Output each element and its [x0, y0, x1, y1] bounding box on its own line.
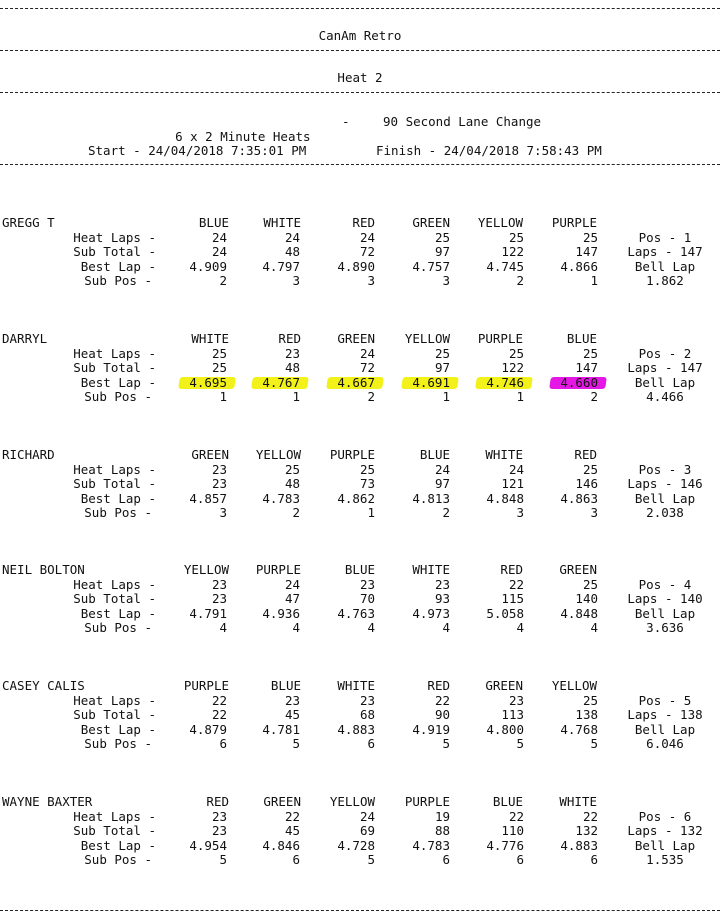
- best-lap-value: 4.660: [560, 374, 598, 390]
- sub-pos-value: 5: [292, 736, 300, 752]
- row-label: Heat Laps -: [73, 808, 156, 824]
- heat-laps-value: 25: [582, 461, 598, 477]
- lane-header: RED: [574, 447, 597, 462]
- sub-total-value: 48: [284, 360, 300, 376]
- lane-header: RED: [352, 215, 375, 230]
- best-lap-value: 4.781: [262, 721, 300, 737]
- row-label: Sub Total -: [73, 476, 156, 492]
- sub-pos-value: 1: [516, 389, 524, 405]
- best-lap-value: 4.883: [560, 837, 598, 853]
- sub-total-value: 24: [211, 244, 227, 260]
- heat-laps-value: 25: [582, 229, 598, 245]
- lane-header: PURPLE: [404, 794, 450, 809]
- heat-laps-value: 25: [434, 345, 450, 361]
- row-label: Heat Laps -: [73, 229, 156, 245]
- heat-laps-value: 23: [211, 808, 227, 824]
- sub-total-value: 97: [434, 244, 450, 260]
- sub-pos-value: 4: [442, 620, 450, 636]
- sub-total-value: 45: [284, 707, 300, 723]
- lane-header: BLUE: [344, 562, 375, 577]
- lane-header: BLUE: [198, 215, 229, 230]
- heat-laps-value: 25: [284, 461, 300, 477]
- sub-pos-value: 4: [219, 620, 227, 636]
- sub-pos-value: 1: [219, 389, 227, 405]
- row-label: Sub Total -: [73, 823, 156, 839]
- heat-laps-value: 23: [284, 345, 300, 361]
- best-lap-value: 4.879: [189, 721, 227, 737]
- lane-header: YELLOW: [551, 678, 597, 693]
- lane-header: RED: [427, 678, 450, 693]
- final-position: Pos - 3: [638, 461, 692, 477]
- sub-pos-value: 2: [590, 389, 598, 405]
- heat-laps-value: 25: [508, 229, 524, 245]
- heat-laps-value: 25: [582, 345, 598, 361]
- lane-header: YELLOW: [477, 215, 523, 230]
- sub-pos-value: 4: [292, 620, 300, 636]
- best-lap-value: 4.866: [560, 258, 598, 274]
- sub-pos-value: 2: [219, 273, 227, 289]
- sub-total-value: 97: [434, 360, 450, 376]
- bell-lap-label: Bell Lap: [634, 837, 696, 853]
- heat-count: 6 x 2 Minute Heats: [175, 129, 311, 144]
- lane-header: RED: [278, 331, 301, 346]
- heat-laps-value: 23: [359, 576, 375, 592]
- finish-time: Finish - 24/04/2018 7:58:43 PM: [376, 143, 602, 158]
- lane-header: BLUE: [419, 447, 450, 462]
- lane-header: GREEN: [337, 331, 375, 346]
- best-lap-value: 4.767: [262, 374, 300, 390]
- bell-lap-label: Bell Lap: [634, 258, 696, 274]
- sub-pos-value: 5: [516, 736, 524, 752]
- sub-total-value: 23: [211, 823, 227, 839]
- sub-pos-value: 2: [516, 273, 524, 289]
- sub-total-value: 45: [284, 823, 300, 839]
- sub-total-value: 90: [434, 707, 450, 723]
- heat-laps-value: 24: [508, 461, 524, 477]
- sub-pos-value: 2: [292, 505, 300, 521]
- heat-laps-value: 24: [284, 576, 300, 592]
- sub-pos-value: 5: [442, 736, 450, 752]
- sub-pos-value: 5: [367, 852, 375, 868]
- row-label: Sub Pos -: [84, 273, 152, 289]
- heat-laps-value: 23: [434, 576, 450, 592]
- divider: [0, 8, 720, 9]
- lane-header: BLUE: [492, 794, 523, 809]
- lane-header: GREEN: [263, 794, 301, 809]
- sub-pos-value: 3: [292, 273, 300, 289]
- heat-laps-value: 25: [508, 345, 524, 361]
- row-label: Best Lap -: [80, 721, 156, 737]
- sub-total-value: 115: [501, 591, 524, 607]
- sub-pos-value: 6: [367, 736, 375, 752]
- row-label: Sub Total -: [73, 591, 156, 607]
- heat-laps-value: 19: [434, 808, 450, 824]
- row-label: Sub Pos -: [84, 852, 152, 868]
- lane-header: RED: [206, 794, 229, 809]
- sub-pos-value: 1: [590, 273, 598, 289]
- row-label: Best Lap -: [80, 374, 156, 390]
- lane-header: PURPLE: [255, 562, 301, 577]
- best-lap-value: 4.783: [412, 837, 450, 853]
- best-lap-value: 4.848: [486, 490, 524, 506]
- sub-pos-value: 4: [590, 620, 598, 636]
- best-lap-value: 4.973: [412, 605, 450, 621]
- best-lap-value: 4.695: [189, 374, 227, 390]
- heat-laps-value: 23: [359, 692, 375, 708]
- start-time: Start - 24/04/2018 7:35:01 PM: [88, 143, 307, 158]
- lane-header: PURPLE: [477, 331, 523, 346]
- heat-laps-value: 22: [508, 808, 524, 824]
- row-label: Sub Pos -: [84, 505, 152, 521]
- driver-name: NEIL BOLTON: [2, 562, 85, 577]
- lane-header: YELLOW: [404, 331, 450, 346]
- heat-laps-value: 25: [582, 692, 598, 708]
- sub-total-value: 147: [575, 360, 598, 376]
- lane-header: GREEN: [559, 562, 597, 577]
- sub-total-value: 72: [359, 360, 375, 376]
- sub-total-value: 110: [501, 823, 524, 839]
- best-lap-value: 4.919: [412, 721, 450, 737]
- row-label: Sub Pos -: [84, 389, 152, 405]
- lane-header: WHITE: [191, 331, 229, 346]
- best-lap-value: 4.936: [262, 605, 300, 621]
- sub-total-value: 70: [359, 591, 375, 607]
- sub-pos-value: 2: [367, 389, 375, 405]
- lane-header: BLUE: [566, 331, 597, 346]
- best-lap-value: 4.776: [486, 837, 524, 853]
- sub-pos-value: 1: [367, 505, 375, 521]
- heat-laps-value: 25: [211, 345, 227, 361]
- row-label: Heat Laps -: [73, 461, 156, 477]
- sub-pos-value: 5: [219, 852, 227, 868]
- best-lap-value: 4.909: [189, 258, 227, 274]
- best-lap-value: 4.954: [189, 837, 227, 853]
- row-label: Best Lap -: [80, 490, 156, 506]
- heat-laps-value: 22: [434, 692, 450, 708]
- final-position: Pos - 5: [638, 692, 692, 708]
- best-lap-value: 4.862: [337, 490, 375, 506]
- sub-total-value: 147: [575, 244, 598, 260]
- driver-name: GREGG T: [2, 215, 55, 230]
- bell-lap-time: 2.038: [646, 505, 684, 521]
- sub-total-value: 48: [284, 244, 300, 260]
- divider: [0, 164, 720, 165]
- row-label: Sub Pos -: [84, 736, 152, 752]
- total-laps: Laps - 138: [627, 707, 703, 723]
- best-lap-value: 4.857: [189, 490, 227, 506]
- sub-total-value: 47: [284, 591, 300, 607]
- lane-header: PURPLE: [551, 215, 597, 230]
- sub-total-value: 97: [434, 476, 450, 492]
- final-position: Pos - 2: [638, 345, 692, 361]
- row-label: Sub Total -: [73, 360, 156, 376]
- best-lap-value: 4.797: [262, 258, 300, 274]
- sub-total-value: 22: [211, 707, 227, 723]
- driver-name: DARRYL: [2, 331, 48, 346]
- best-lap-value: 5.058: [486, 605, 524, 621]
- lane-header: YELLOW: [255, 447, 301, 462]
- driver-name: RICHARD: [2, 447, 55, 462]
- heat-format: [160, 114, 311, 144]
- heat-laps-value: 22: [284, 808, 300, 824]
- sub-pos-value: 4: [367, 620, 375, 636]
- lane-header: PURPLE: [183, 678, 229, 693]
- sub-pos-value: 4: [516, 620, 524, 636]
- heat-laps-value: 24: [359, 345, 375, 361]
- lane-header: WHITE: [337, 678, 375, 693]
- heat-laps-value: 24: [359, 808, 375, 824]
- lane-header: PURPLE: [329, 447, 375, 462]
- event-title: CanAm Retro: [318, 28, 402, 43]
- bell-lap-time: 3.636: [646, 620, 684, 636]
- best-lap-value: 4.791: [189, 605, 227, 621]
- sub-pos-value: 6: [219, 736, 227, 752]
- sub-total-value: 68: [359, 707, 375, 723]
- row-label: Heat Laps -: [73, 692, 156, 708]
- bell-lap-label: Bell Lap: [634, 374, 696, 390]
- best-lap-value: 4.890: [337, 258, 375, 274]
- row-label: Heat Laps -: [73, 345, 156, 361]
- sub-total-value: 23: [211, 591, 227, 607]
- sub-pos-value: 6: [292, 852, 300, 868]
- sub-pos-value: 5: [590, 736, 598, 752]
- heat-laps-value: 25: [582, 576, 598, 592]
- total-laps: Laps - 140: [627, 591, 703, 607]
- divider: [0, 50, 720, 51]
- heat-title: Heat 2: [337, 70, 383, 85]
- sub-pos-value: 3: [219, 505, 227, 521]
- sub-total-value: 122: [501, 244, 524, 260]
- sub-pos-value: 3: [516, 505, 524, 521]
- heat-laps-value: 23: [284, 692, 300, 708]
- total-laps: Laps - 132: [627, 823, 703, 839]
- sub-total-value: 122: [501, 360, 524, 376]
- best-lap-value: 4.863: [560, 490, 598, 506]
- sub-total-value: 73: [359, 476, 375, 492]
- best-lap-value: 4.783: [262, 490, 300, 506]
- sub-total-value: 113: [501, 707, 524, 723]
- best-lap-value: 4.846: [262, 837, 300, 853]
- best-lap-value: 4.728: [337, 837, 375, 853]
- heat-laps-value: 24: [434, 461, 450, 477]
- divider: [0, 910, 720, 911]
- total-laps: Laps - 147: [627, 244, 703, 260]
- heat-laps-value: 25: [434, 229, 450, 245]
- final-position: Pos - 4: [638, 576, 692, 592]
- final-position: Pos - 6: [638, 808, 692, 824]
- sub-pos-value: 3: [367, 273, 375, 289]
- sub-pos-value: 3: [442, 273, 450, 289]
- heat-laps-value: 24: [359, 229, 375, 245]
- row-label: Heat Laps -: [73, 576, 156, 592]
- best-lap-value: 4.691: [412, 374, 450, 390]
- lane-header: RED: [500, 562, 523, 577]
- best-lap-value: 4.813: [412, 490, 450, 506]
- total-laps: Laps - 146: [627, 476, 703, 492]
- lane-header: WHITE: [263, 215, 301, 230]
- bell-lap-time: 1.862: [646, 273, 684, 289]
- lane-header: WHITE: [559, 794, 597, 809]
- heat-laps-value: 22: [582, 808, 598, 824]
- heat-laps-value: 23: [211, 576, 227, 592]
- heat-laps-value: 24: [284, 229, 300, 245]
- sub-pos-value: 1: [442, 389, 450, 405]
- lane-change: 90 Second Lane Change: [383, 114, 542, 129]
- best-lap-value: 4.800: [486, 721, 524, 737]
- best-lap-value: 4.667: [337, 374, 375, 390]
- driver-name: CASEY CALIS: [2, 678, 85, 693]
- sub-pos-value: 1: [292, 389, 300, 405]
- bell-lap-label: Bell Lap: [634, 490, 696, 506]
- sub-total-value: 72: [359, 244, 375, 260]
- best-lap-value: 4.883: [337, 721, 375, 737]
- lane-header: YELLOW: [329, 794, 375, 809]
- lane-header: GREEN: [412, 215, 450, 230]
- bell-lap-time: 4.466: [646, 389, 684, 405]
- sub-total-value: 93: [434, 591, 450, 607]
- heat-laps-value: 22: [211, 692, 227, 708]
- best-lap-value: 4.763: [337, 605, 375, 621]
- lane-header: WHITE: [412, 562, 450, 577]
- best-lap-value: 4.768: [560, 721, 598, 737]
- sub-total-value: 138: [575, 707, 598, 723]
- row-label: Sub Total -: [73, 244, 156, 260]
- sub-total-value: 25: [211, 360, 227, 376]
- bell-lap-label: Bell Lap: [634, 721, 696, 737]
- best-lap-value: 4.848: [560, 605, 598, 621]
- sub-pos-value: 6: [590, 852, 598, 868]
- lane-header: GREEN: [191, 447, 229, 462]
- sub-total-value: 146: [575, 476, 598, 492]
- lane-header: GREEN: [485, 678, 523, 693]
- sub-total-value: 88: [434, 823, 450, 839]
- lane-header: BLUE: [270, 678, 301, 693]
- sub-total-value: 48: [284, 476, 300, 492]
- lane-header: YELLOW: [183, 562, 229, 577]
- final-position: Pos - 1: [638, 229, 692, 245]
- best-lap-value: 4.745: [486, 258, 524, 274]
- row-label: Sub Total -: [73, 707, 156, 723]
- format-separator: -: [342, 114, 350, 129]
- heat-laps-value: 25: [359, 461, 375, 477]
- row-label: Sub Pos -: [84, 620, 152, 636]
- row-label: Best Lap -: [80, 258, 156, 274]
- sub-pos-value: 3: [590, 505, 598, 521]
- heat-laps-value: 23: [211, 461, 227, 477]
- best-lap-value: 4.757: [412, 258, 450, 274]
- divider: [0, 92, 720, 93]
- sub-total-value: 23: [211, 476, 227, 492]
- bell-lap-label: Bell Lap: [634, 605, 696, 621]
- heat-laps-value: 24: [211, 229, 227, 245]
- lane-header: WHITE: [485, 447, 523, 462]
- sub-pos-value: 6: [442, 852, 450, 868]
- total-laps: Laps - 147: [627, 360, 703, 376]
- sub-pos-value: 6: [516, 852, 524, 868]
- sub-total-value: 69: [359, 823, 375, 839]
- heat-laps-value: 22: [508, 576, 524, 592]
- bell-lap-time: 6.046: [646, 736, 684, 752]
- heat-laps-value: 23: [508, 692, 524, 708]
- driver-name: WAYNE BAXTER: [2, 794, 93, 809]
- bell-lap-time: 1.535: [646, 852, 684, 868]
- sub-total-value: 140: [575, 591, 598, 607]
- row-label: Best Lap -: [80, 605, 156, 621]
- sub-total-value: 132: [575, 823, 598, 839]
- best-lap-value: 4.746: [486, 374, 524, 390]
- sub-pos-value: 2: [442, 505, 450, 521]
- row-label: Best Lap -: [80, 837, 156, 853]
- sub-total-value: 121: [501, 476, 524, 492]
